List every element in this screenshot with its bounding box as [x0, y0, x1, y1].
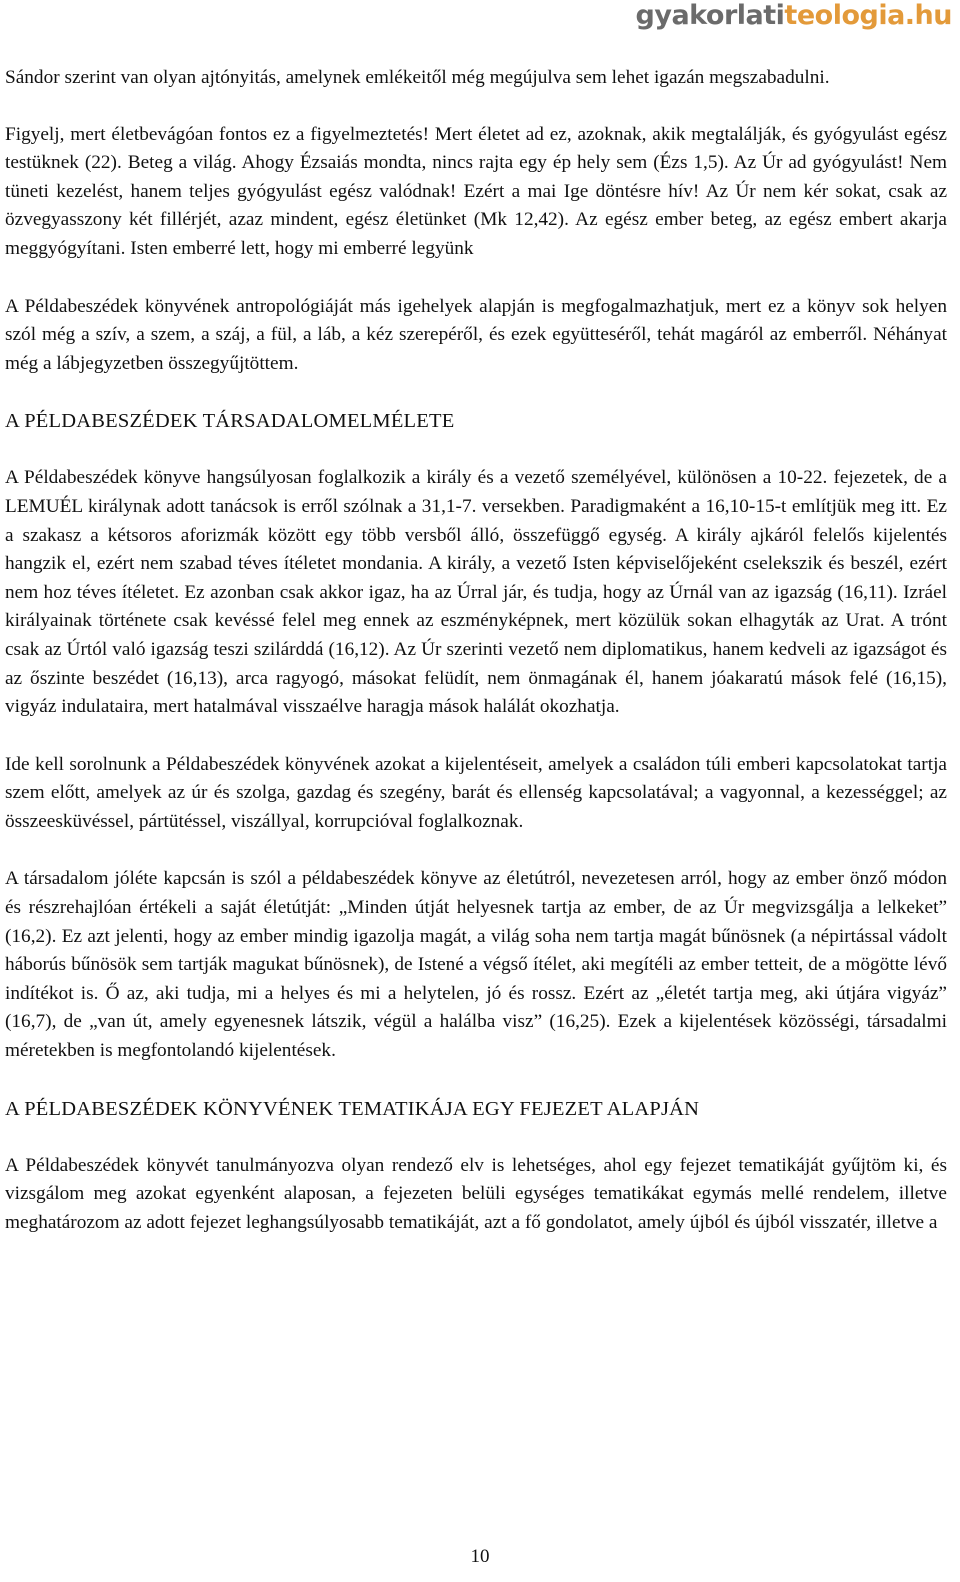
section-heading-social-theory: A PÉLDABESZÉDEK TÁRSADALOMELMÉLETE	[5, 410, 455, 433]
page-number: 10	[470, 1546, 490, 1567]
paragraph-1: Sándor szerint van olyan ajtónyitás, amelynek emlékeitől még megújulva sem lehet igazán megszabadulni.	[5, 67, 830, 88]
section-heading-chapter-themes: A PÉLDABESZÉDEK KÖNYVÉNEK TEMATIKÁJA EGY FEJEZET ALAPJÁN	[5, 1097, 700, 1120]
paragraph-3: A Példabeszédek könyvének antropológiáját más igehelyek alapján is megfogalmazhatjuk, mert ez a könyv sok helyen szól még a szív, a szem, a száj, a fül, a láb, a kéz szerepéről, és ezek együtteséről, tehát magáról az emberről. Néhányat még a lábjegyzetben összegyűjtöttem.	[5, 295, 947, 374]
paragraph-4: A Példabeszédek könyve hangsúlyosan foglalkozik a király és a vezető személyével, különösen a 10-22. fejezetek, de a LEMUÉL királynak adott tanácsok is erről szólnak a 31,1-7. versekben. Paradigmaként a 16,10-15-t említjük meg itt. Ez a szakasz a kétsoros aforizmák között egy több versből álló, összefüggő egység. A király ajkáról felelős kijelentés hangzik el, ezért nem szabad téves ítéletet mondania. A király, a vezető Isten képviselőjeként cselekszik és beszél, ezért nem hoz téves ítéletet. Ez azonban csak akkor igaz, ha az Úrral jár, és tudja, hogy az Úrnál van az igazság (16,11). Izráel királyainak története csak kevéssé felel meg ennek az eszményképnek, mert közülük sokan elhagyták az Urat. A trónt csak az Úrtól való igazság teszi szilárddá (16,12). Az Úr szerinti vezető nem diplomatikus, hanem kedveli az igazságot és az őszinte beszédet (16,13), arca ragyogó, másokat felüdít, nem önmagának él, hanem jóakaratú mások felé (16,15), vigyáz indulataira, mert hatalmával visszaélve haragja mások halálát okozhatja.	[5, 467, 947, 718]
logo-text-part1: gyakorlati	[635, 0, 785, 31]
site-logo	[636, 0, 952, 32]
paragraph-6: A társadalom jóléte kapcsán is szól a példabeszédek könyve az életútról, nevezetesen arról, hogy az ember önző módon és részrehajlóan értékeli a saját életútját: „Minden útját helyesnek tartja az ember, de az Úr megvizsgálja a lelkeket” (16,2). Ez azt jelenti, hogy az ember mindig igazolja magát, a világ soha nem tartja magát bűnösnek (a népirtással vádolt háborús bűnösök sem tartják magukat bűnösnek), de Istené a végső ítélet, aki megítéli az ember tetteit, de a mögötte lévő indítékot is. Ő az, aki tudja, mi a helyes és mi a helytelen, jó és rossz. Ezért az „életét tartja meg, aki útjára vigyáz” (16,7), de „van út, amely egyenesnek látszik, végül a halálba visz” (16,25). Ezek a kijelentések közösségi, társadalmi méretekben is megfontolandó kijelentések.	[5, 868, 947, 1062]
paragraph-5: Ide kell sorolnunk a Példabeszédek könyvének azokat a kijelentéseit, amelyek a családon túli emberi kapcsolatokat tartja szem előtt, amelyek az úr és szolga, gazdag és szegény, barát és ellenség kapcsolatával; a vagyonnal, a kezességgel; az összeesküvéssel, pártütéssel, viszállyal, korrupcióval foglalkoznak.	[5, 753, 947, 832]
document-body	[5, 64, 947, 1237]
paragraph-2: Figyelj, mert életbevágóan fontos ez a figyelmeztetés! Mert életet ad ez, azoknak, akik megtalálják, és gyógyulást egész testüknek (22). Beteg a világ. Ahogy Ézsaiás mondta, nincs rajta egy ép hely sem (Ézs 1,5). Az Úr ad gyógyulást! Nem tüneti kezelést, hanem teljes gyógyulást egész valódnak! Ezért a mai Ige döntésre hív! Az Úr nem kér sokat, csak az özvegyasszony két fillérjét, azaz mindent, egész életünket (Mk 12,42). Az egész ember beteg, az egész embert akarja meggyógyítani. Isten emberré lett, hogy mi emberré legyünk	[5, 123, 947, 259]
paragraph-7: A Példabeszédek könyvét tanulmányozva olyan rendező elv is lehetséges, ahol egy fejezet tematikáját gyűjtöm ki, és vizsgálom meg azokat egyenként alaposan, a fejezeten belüli egységes tematikákat egymás mellé rendelem, illetve meghatározom az adott fejezet leghangsúlyosabb tematikáját, azt a fő gondolatot, amely újból és újból visszatér, illetve a	[5, 1154, 947, 1233]
logo-text-part2: teologia.hu	[784, 0, 952, 31]
